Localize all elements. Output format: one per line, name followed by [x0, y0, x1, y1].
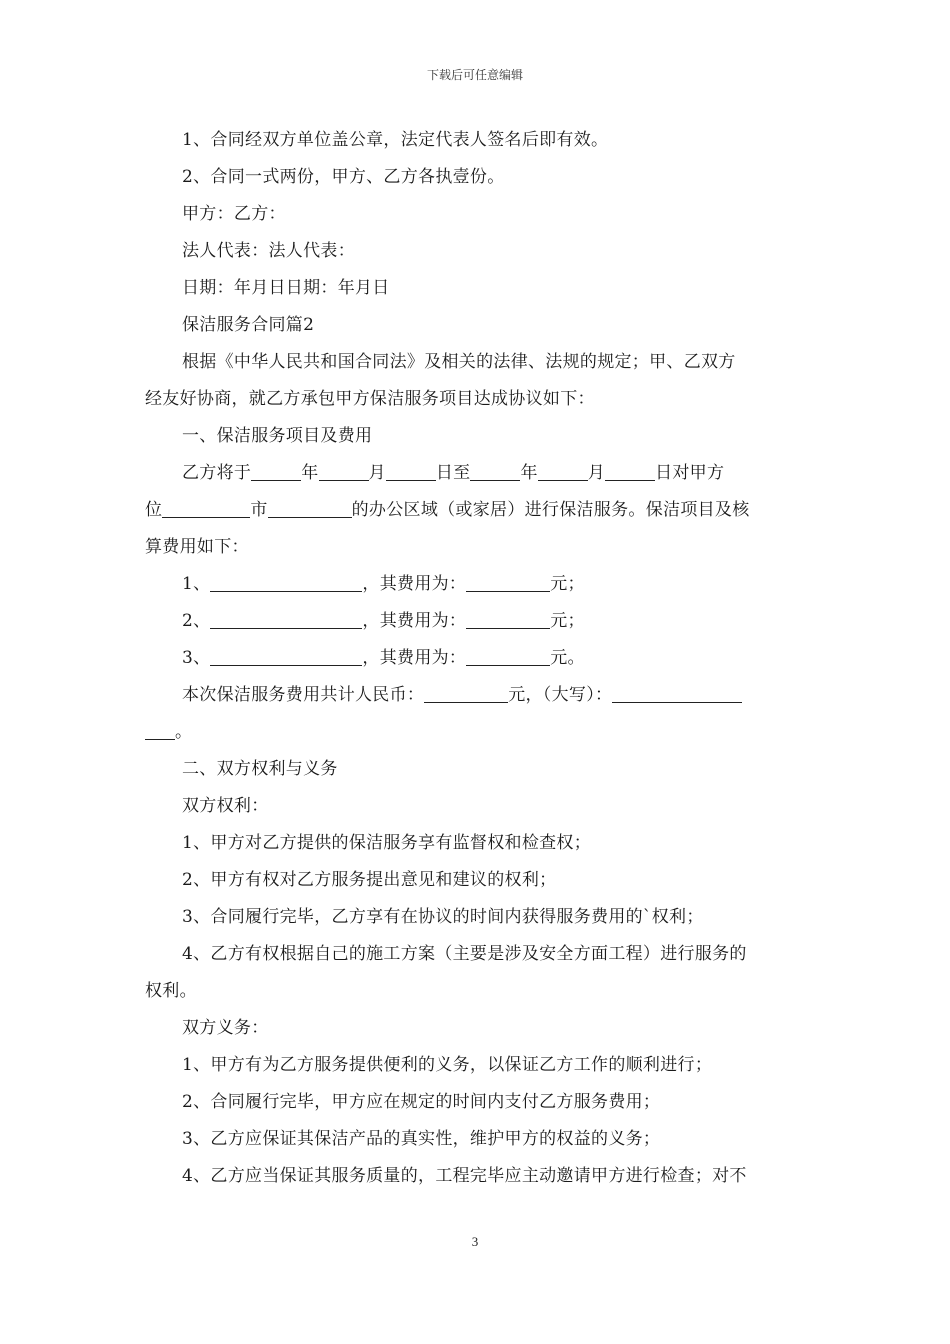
fill-blank[interactable]: [386, 463, 436, 481]
section-heading: 二、双方权利与义务: [182, 759, 338, 779]
text-segment: 市: [250, 500, 268, 520]
fee-item-line: [145, 603, 810, 640]
fill-blank[interactable]: [466, 648, 550, 666]
text-segment: 年: [301, 463, 319, 483]
text-segment: 月: [368, 463, 386, 483]
text-segment: 日对甲方: [655, 463, 725, 483]
section-title: 保洁服务合同篇2: [182, 315, 315, 335]
fill-blank[interactable]: [145, 722, 175, 740]
fill-blank[interactable]: [605, 463, 655, 481]
text-segment: 日至: [435, 463, 471, 483]
fill-blank[interactable]: [162, 500, 250, 518]
text-segment: 本次保洁服务费用共计人民币：: [182, 685, 425, 705]
paragraph-line: 算费用如下：: [145, 537, 249, 557]
fill-blank[interactable]: [466, 611, 550, 629]
fill-blank[interactable]: [424, 685, 508, 703]
location-line: [145, 492, 810, 529]
fill-blank[interactable]: [538, 463, 588, 481]
clause-line: 1、甲方有为乙方服务提供便利的义务，以保证乙方工作的顺利进行；: [182, 1055, 713, 1075]
text-segment: 元；: [550, 574, 585, 594]
fill-blank[interactable]: [251, 463, 301, 481]
fee-item-line: [145, 640, 810, 677]
subsection-heading: 双方权利：: [182, 796, 269, 816]
clause-line: 2、合同一式两份，甲方、乙方各执壹份。: [182, 167, 505, 187]
text-segment: ，其费用为：: [362, 611, 467, 631]
subsection-heading: 双方义务：: [182, 1018, 269, 1038]
text-segment: 元，（大写）：: [508, 685, 613, 705]
text-segment: 元；: [550, 611, 585, 631]
clause-line: 权利。: [145, 981, 197, 1001]
clause-line: 3、乙方应保证其保洁产品的真实性，维护甲方的权益的义务；: [182, 1129, 661, 1149]
text-segment: ，其费用为：: [362, 574, 467, 594]
text-segment: 的办公区域（或家居）进行保洁服务。保洁项目及核: [351, 500, 750, 520]
document-body: [145, 122, 810, 1195]
fill-blank[interactable]: [210, 611, 362, 629]
service-period-line: [145, 455, 810, 492]
total-fee-line: [145, 677, 810, 714]
paragraph-line: 经友好协商，就乙方承包甲方保洁服务项目达成协议如下：: [145, 389, 595, 409]
clause-line: 1、甲方对乙方提供的保洁服务享有监督权和检查权；: [182, 833, 592, 853]
text-segment: 位: [145, 500, 163, 520]
clause-line: 4、乙方应当保证其服务质量的，工程完毕应主动邀请甲方进行检查；对不: [182, 1166, 747, 1186]
text-segment: 年: [520, 463, 538, 483]
page-header: 下载后可任意编辑: [426, 68, 523, 82]
section-heading: 一、保洁服务项目及费用: [182, 426, 373, 446]
total-fee-continuation: [145, 714, 810, 751]
text-segment: 3、: [182, 648, 211, 668]
signature-line: 法人代表：法人代表：: [182, 241, 355, 261]
text-segment: 月: [587, 463, 606, 483]
fill-blank[interactable]: [268, 500, 352, 518]
text-segment: 乙方将于: [182, 463, 252, 483]
signature-line: 日期：年月日日期：年月日: [182, 278, 390, 298]
text-segment: ，其费用为：: [362, 648, 467, 668]
text-segment: 。: [175, 722, 193, 742]
fee-item-line: [145, 566, 810, 603]
text-segment: 2、: [182, 611, 211, 631]
fill-blank[interactable]: [470, 463, 520, 481]
signature-line: 甲方：乙方：: [182, 204, 286, 224]
clause-line: 3、合同履行完毕，乙方享有在协议的时间内获得服务费用的`权利；: [182, 907, 704, 927]
fill-blank[interactable]: [210, 574, 362, 592]
fill-blank[interactable]: [210, 648, 362, 666]
clause-line: 4、乙方有权根据自己的施工方案（主要是涉及安全方面工程）进行服务的: [182, 944, 747, 964]
paragraph-line: 根据《中华人民共和国合同法》及相关的法律、法规的规定；甲、乙双方: [182, 352, 736, 372]
clause-line: 2、合同履行完毕，甲方应在规定的时间内支付乙方服务费用；: [182, 1092, 661, 1112]
page-number: 3: [471, 1234, 479, 1249]
fill-blank[interactable]: [466, 574, 550, 592]
clause-line: 2、甲方有权对乙方服务提出意见和建议的权利；: [182, 870, 557, 890]
text-segment: 1、: [182, 574, 211, 594]
clause-line: 1、合同经双方单位盖公章，法定代表人签名后即有效。: [182, 130, 609, 150]
fill-blank[interactable]: [319, 463, 369, 481]
fill-blank[interactable]: [612, 685, 742, 703]
text-segment: 元。: [550, 648, 585, 668]
